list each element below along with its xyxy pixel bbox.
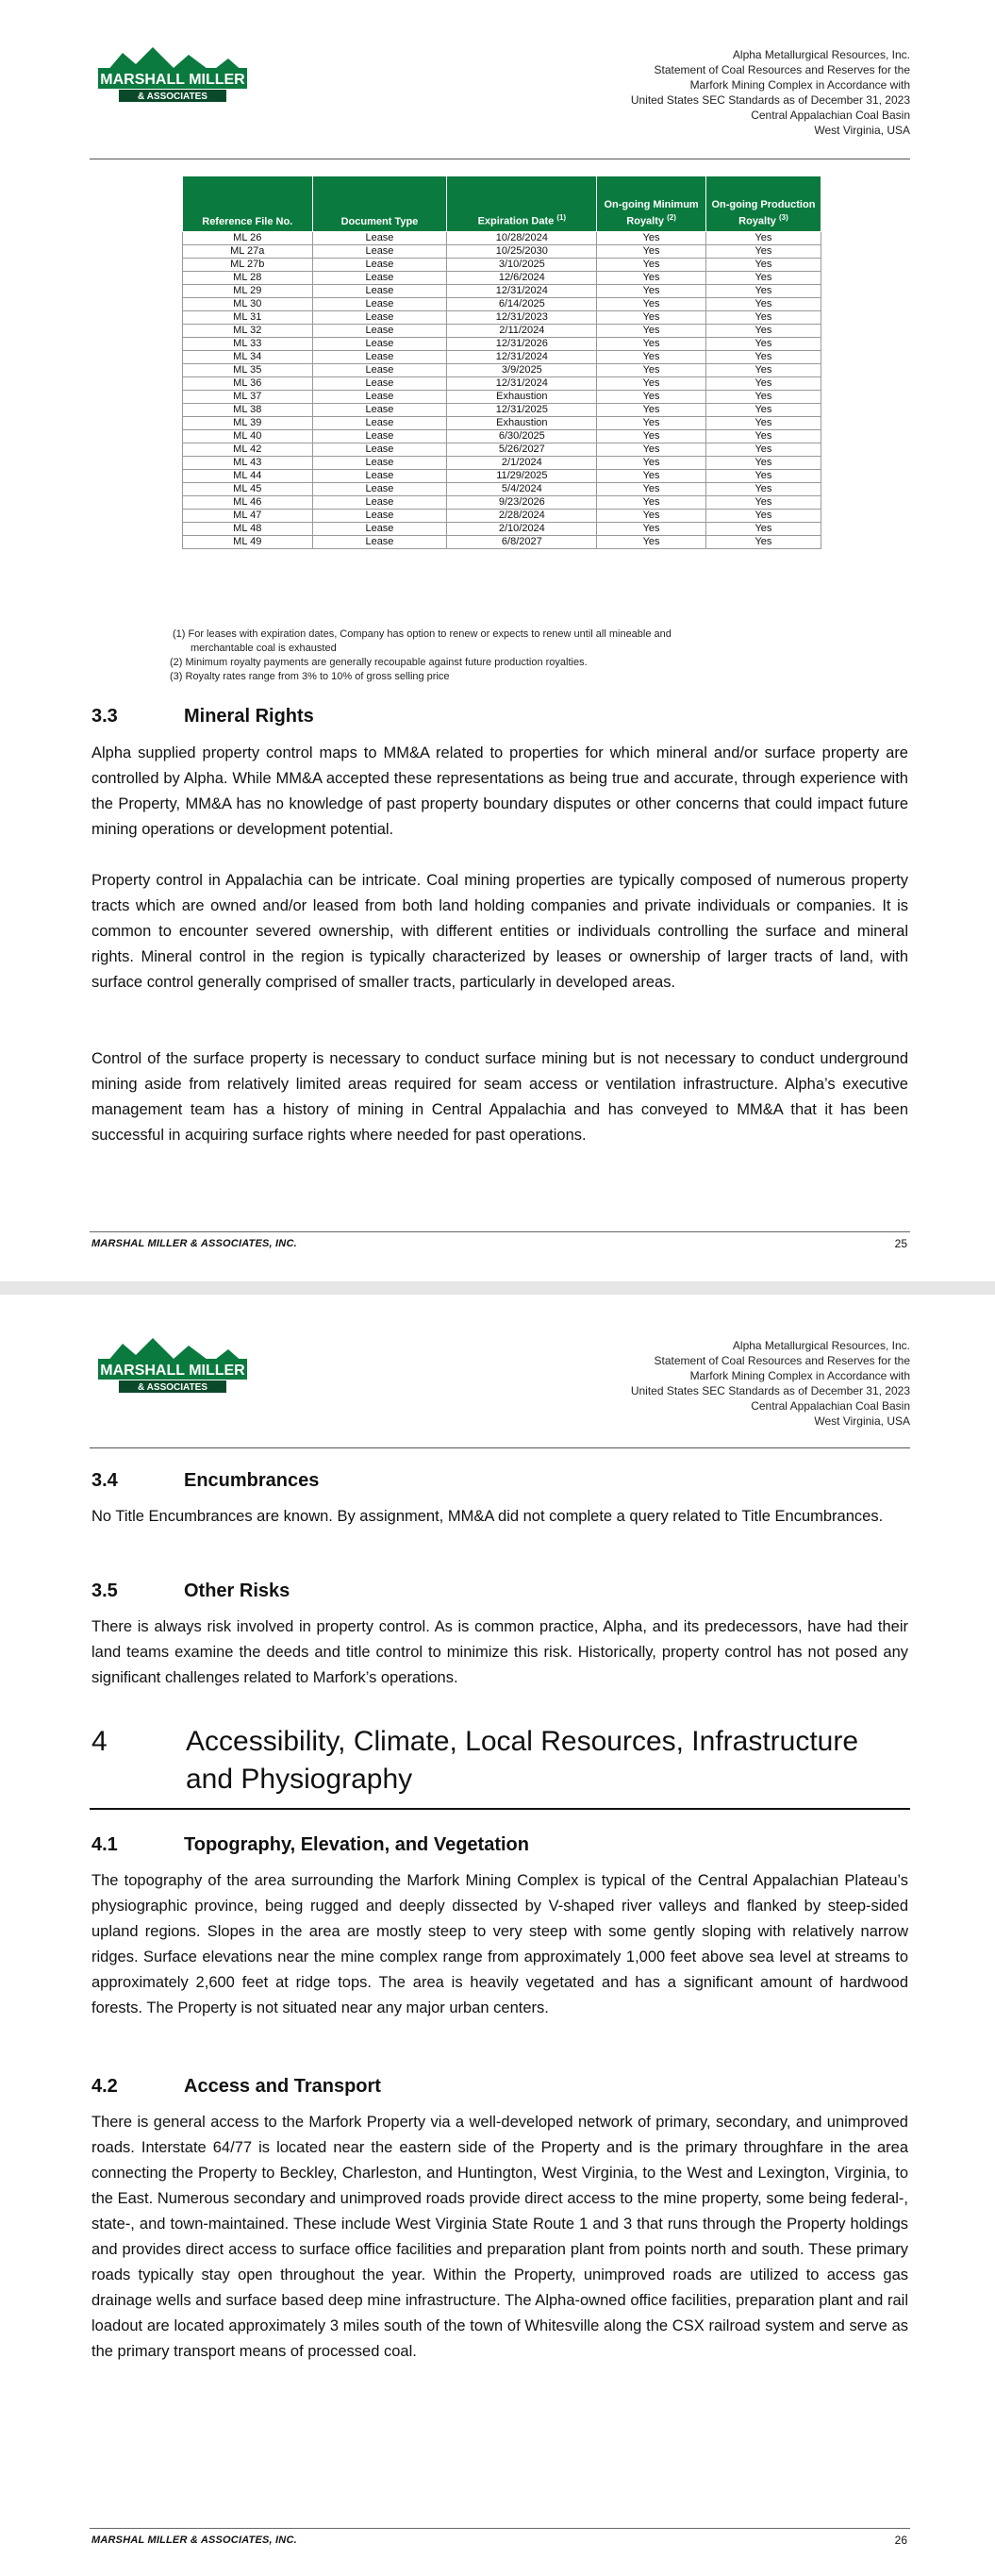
chapter-rule — [90, 1808, 910, 1810]
table-cell: Lease — [312, 470, 447, 483]
header-rule — [90, 1447, 910, 1448]
table-row — [183, 443, 821, 457]
table-cell: Yes — [597, 457, 706, 470]
table-cell: Yes — [705, 510, 821, 523]
table-cell: Yes — [597, 443, 706, 457]
table-cell: 12/31/2025 — [447, 404, 597, 417]
table-cell: Yes — [705, 311, 821, 325]
table-cell: 12/31/2024 — [447, 377, 597, 391]
table-cell: Exhaustion — [447, 391, 597, 404]
paragraph: The topography of the area surrounding the Marfork Mining Complex is typical of the Central Appalachian Plateau’s physiographic province, being rugged and deeply dissected by V-shaped river valleys and flanked by steep-sided upland regions. Slopes in the area are mostly steep to very steep with some gently sloping with relatively narrow ridges. Surface elevations near the mine complex range from approximately 1,000 feet above sea level at streams to approximately 2,600 feet at ridge tops. The area is heavily vegetated and has a significant amount of hardwood forests. The Property is not situated near any major urban centers. — [91, 1872, 908, 2016]
paragraph: Alpha supplied property control maps to MM&A related to properties for which mineral and/or surface property are controlled by Alpha. While MM&A accepted these representations as being true and accurate, through experience with the Property, MM&A has no knowledge of past property boundary disputes or other concerns that could impact future mining operations or development potential. — [91, 744, 908, 838]
table-cell: Lease — [312, 510, 447, 523]
header-line: West Virginia, USA — [814, 1414, 910, 1428]
table-cell: Yes — [705, 443, 821, 457]
header-line: Marfork Mining Complex in Accordance with — [689, 78, 910, 92]
section-heading-3-3: 3.3 Mineral Rights — [91, 706, 314, 727]
logo-text-main: MARSHALL MILLER — [100, 72, 245, 88]
table-cell: Yes — [597, 470, 706, 483]
table-cell: ML 38 — [183, 404, 313, 417]
section-heading-4-1: 4.1 Topography, Elevation, and Vegetation — [91, 1834, 529, 1855]
table-cell: ML 42 — [183, 443, 313, 457]
table-cell: Yes — [705, 364, 821, 377]
table-cell: Yes — [705, 391, 821, 404]
table-row — [183, 285, 821, 298]
table-cell: Yes — [705, 338, 821, 351]
table-row — [183, 338, 821, 351]
table-cell: Yes — [705, 430, 821, 443]
table-cell: ML 47 — [183, 510, 313, 523]
table-row — [183, 457, 821, 470]
table-cell: ML 27a — [183, 245, 313, 259]
header-line: Statement of Coal Resources and Reserves for the — [654, 1354, 910, 1367]
table-cell: Yes — [705, 523, 821, 536]
table-cell: ML 28 — [183, 272, 313, 285]
table-cell: Lease — [312, 351, 447, 364]
table-cell: Lease — [312, 430, 447, 443]
table-cell: Yes — [705, 351, 821, 364]
table-row — [183, 364, 821, 377]
table-cell: Yes — [597, 285, 706, 298]
table-cell: 5/4/2024 — [447, 483, 597, 496]
table-cell: Lease — [312, 417, 447, 430]
table-cell: Yes — [705, 470, 821, 483]
table-cell: ML 36 — [183, 377, 313, 391]
table-cell: Yes — [597, 338, 706, 351]
table-row — [183, 298, 821, 311]
table-cell: Yes — [705, 245, 821, 259]
table-cell: Yes — [597, 523, 706, 536]
table-cell: Yes — [705, 417, 821, 430]
section-heading-3-4: 3.4 Encumbrances — [91, 1470, 320, 1491]
table-cell: Yes — [597, 311, 706, 325]
table-cell: ML 49 — [183, 536, 313, 549]
table-cell: Yes — [705, 377, 821, 391]
table-cell: Lease — [312, 391, 447, 404]
table-cell: Lease — [312, 483, 447, 496]
table-cell: Lease — [312, 496, 447, 510]
table-cell: Yes — [705, 404, 821, 417]
table-cell: Yes — [705, 536, 821, 549]
table-cell: 10/25/2030 — [447, 245, 597, 259]
paragraph: Control of the surface property is necessary to conduct surface mining but is not necessary to conduct underground mining aside from relatively limited areas required for seam access or ventilation infrastructure. Alpha’s executive management team has a history of mining in Central Appalachia and has conveyed to MM&A that it has been successful in acquiring surface rights where needed for past operations. — [91, 1050, 908, 1144]
table-row — [183, 470, 821, 483]
table-cell: 12/31/2024 — [447, 351, 597, 364]
header-line: United States SEC Standards as of December 31, 2023 — [630, 1384, 910, 1397]
footnote-ref: (3) — [778, 213, 788, 223]
header-line: Alpha Metallurgical Resources, Inc. — [732, 1339, 910, 1352]
table-cell: 3/10/2025 — [447, 259, 597, 272]
table-row — [183, 272, 821, 285]
table-cell: Yes — [597, 391, 706, 404]
paragraph: There is always risk involved in property control. As is common practice, Alpha, and its predecessors, have had their land teams examine the deeds and title control to minimize this risk. Historically, property control has not posed any significant challenges related to Marfork’s operations. — [91, 1618, 908, 1686]
table-note: (3) Royalty rates range from 3% to 10% of gross selling price — [170, 671, 450, 682]
table-cell: ML 29 — [183, 285, 313, 298]
logo-text-sub: & ASSOCIATES — [138, 1382, 207, 1393]
footer-rule — [90, 1231, 910, 1232]
table-row — [183, 483, 821, 496]
table-cell: Lease — [312, 338, 447, 351]
table-cell: ML 40 — [183, 430, 313, 443]
table-cell: 2/1/2024 — [447, 457, 597, 470]
table-cell: ML 45 — [183, 483, 313, 496]
table-cell: Lease — [312, 325, 447, 338]
header-line: United States SEC Standards as of December 31, 2023 — [630, 93, 910, 107]
table-cell: 12/6/2024 — [447, 272, 597, 285]
table-row — [183, 232, 821, 245]
table-cell: Lease — [312, 457, 447, 470]
table-note: (2) Minimum royalty payments are generally recoupable against future production royalties. — [170, 657, 588, 668]
table-cell: Yes — [597, 245, 706, 259]
table-cell: Lease — [312, 443, 447, 457]
table-cell: 2/28/2024 — [447, 510, 597, 523]
col-header: Expiration Date $^{(1)}$ — [447, 176, 597, 232]
table-note: merchantable coal is exhausted — [191, 643, 337, 654]
table-cell: Yes — [597, 417, 706, 430]
table-cell: ML 39 — [183, 417, 313, 430]
table-cell: Lease — [312, 311, 447, 325]
table-row — [183, 245, 821, 259]
footnote-ref: (2) — [667, 213, 676, 223]
footer-rule — [90, 2528, 910, 2529]
table-row — [183, 259, 821, 272]
lease-table — [182, 176, 821, 549]
table-cell: Yes — [705, 457, 821, 470]
table-cell: 3/9/2025 — [447, 364, 597, 377]
table-cell: Exhaustion — [447, 417, 597, 430]
table-cell: ML 43 — [183, 457, 313, 470]
footer-company: MARSHAL MILLER & ASSOCIATES, INC. — [91, 1238, 297, 1249]
header-line: Statement of Coal Resources and Reserves for the — [654, 63, 910, 76]
table-cell: Yes — [705, 232, 821, 245]
table-cell: Yes — [705, 496, 821, 510]
section-heading-3-5: 3.5 Other Risks — [91, 1581, 290, 1601]
header-block — [631, 47, 910, 138]
marshall-miller-logo — [94, 1330, 251, 1402]
logo-text-main: MARSHALL MILLER — [100, 1363, 245, 1379]
table-cell: ML 26 — [183, 232, 313, 245]
table-cell: 12/31/2024 — [447, 285, 597, 298]
table-row — [183, 496, 821, 510]
header-line: Marfork Mining Complex in Accordance with — [689, 1369, 910, 1382]
col-header: Document Type — [312, 176, 447, 232]
table-cell: 2/11/2024 — [447, 325, 597, 338]
table-cell: Yes — [597, 232, 706, 245]
table-row — [183, 311, 821, 325]
table-cell: ML 27b — [183, 259, 313, 272]
table-cell: 2/10/2024 — [447, 523, 597, 536]
paragraph: No Title Encumbrances are known. By assignment, MM&A did not complete a query related to Title Encumbrances. — [91, 1508, 884, 1525]
table-cell: Yes — [705, 272, 821, 285]
table-cell: Lease — [312, 285, 447, 298]
table-cell: ML 46 — [183, 496, 313, 510]
table-cell: ML 48 — [183, 523, 313, 536]
table-cell: 12/31/2026 — [447, 338, 597, 351]
footnote-ref: (1) — [556, 213, 567, 223]
table-cell: Yes — [597, 510, 706, 523]
table-row — [183, 430, 821, 443]
table-cell: Yes — [597, 351, 706, 364]
table-cell: Yes — [597, 404, 706, 417]
table-header-row — [183, 176, 821, 232]
table-cell: Lease — [312, 404, 447, 417]
table-row — [183, 510, 821, 523]
table-cell: ML 44 — [183, 470, 313, 483]
table-cell: 5/26/2027 — [447, 443, 597, 457]
table-cell: 6/14/2025 — [447, 298, 597, 311]
table-cell: 9/23/2026 — [447, 496, 597, 510]
marshall-miller-logo — [94, 40, 251, 111]
table-cell: Lease — [312, 364, 447, 377]
table-cell: Yes — [597, 272, 706, 285]
table-cell: Lease — [312, 232, 447, 245]
table-cell: ML 35 — [183, 364, 313, 377]
table-cell: Lease — [312, 298, 447, 311]
table-cell: Yes — [705, 298, 821, 311]
table-cell: Yes — [597, 496, 706, 510]
table-cell: Yes — [705, 259, 821, 272]
report-page-25 — [0, 0, 995, 1281]
header-line: Central Appalachian Coal Basin — [751, 1399, 910, 1413]
col-header: On-going Minimum Royalty $^{(2)}$ — [597, 176, 706, 232]
table-cell: ML 30 — [183, 298, 313, 311]
report-page-26 — [0, 1295, 995, 2576]
table-cell: Yes — [597, 298, 706, 311]
page-number: 26 — [894, 2534, 907, 2547]
logo-text-sub: & ASSOCIATES — [138, 92, 207, 102]
table-row — [183, 351, 821, 364]
table-cell: ML 37 — [183, 391, 313, 404]
header-line: Central Appalachian Coal Basin — [751, 109, 910, 122]
table-cell: Yes — [597, 259, 706, 272]
header-block — [631, 1338, 910, 1429]
table-cell: 12/31/2023 — [447, 311, 597, 325]
table-cell: ML 34 — [183, 351, 313, 364]
table-cell: Lease — [312, 245, 447, 259]
table-cell: Yes — [705, 285, 821, 298]
table-cell: ML 31 — [183, 311, 313, 325]
page-number: 25 — [894, 1237, 907, 1250]
table-cell: Lease — [312, 536, 447, 549]
table-cell: Lease — [312, 523, 447, 536]
table-cell: Yes — [597, 325, 706, 338]
table-body — [183, 232, 821, 549]
col-header: Reference File No. — [183, 176, 313, 232]
table-row — [183, 536, 821, 549]
table-note: (1) For leases with expiration dates, Company has option to renew or expects to renew until all mineable and — [173, 628, 672, 640]
table-row — [183, 417, 821, 430]
header-line: Alpha Metallurgical Resources, Inc. — [732, 48, 910, 61]
paragraph: Property control in Appalachia can be intricate. Coal mining properties are typically composed of numerous property tracts which are owned and/or leased from both land holding companies and private individuals or companies. It is common to encounter severed ownership, with different entities or individuals controlling the surface and mineral rights. Mineral control in the region is typically characterized by leases or ownership of larger tracts of land, with surface control generally comprised of smaller tracts, particularly in developed areas. — [91, 872, 908, 991]
table-cell: Yes — [597, 483, 706, 496]
table-cell: Yes — [597, 364, 706, 377]
footer-company: MARSHAL MILLER & ASSOCIATES, INC. — [91, 2534, 297, 2546]
table-row — [183, 377, 821, 391]
table-cell: Lease — [312, 259, 447, 272]
table-cell: ML 33 — [183, 338, 313, 351]
table-cell: 6/30/2025 — [447, 430, 597, 443]
table-cell: ML 32 — [183, 325, 313, 338]
chapter-heading-4: 4 Accessibility, Climate, Local Resources, Infrastructure and Physiography — [91, 1726, 859, 1795]
table-cell: Lease — [312, 377, 447, 391]
section-heading-4-2: 4.2 Access and Transport — [91, 2076, 381, 2097]
table-cell: Yes — [705, 483, 821, 496]
table-cell: Lease — [312, 272, 447, 285]
table-notes — [170, 627, 672, 684]
table-cell: Yes — [597, 430, 706, 443]
table-cell: Yes — [705, 325, 821, 338]
col-header: On-going Production Royalty $^{(3)}$ — [705, 176, 821, 232]
table-cell: Yes — [597, 377, 706, 391]
table-cell: 11/29/2025 — [447, 470, 597, 483]
table-row — [183, 523, 821, 536]
table-cell: 10/28/2024 — [447, 232, 597, 245]
table-row — [183, 325, 821, 338]
table-row — [183, 404, 821, 417]
paragraph: There is general access to the Marfork Property via a well-developed network of primary, secondary, and unimproved roads. Interstate 64/77 is located near the eastern side of the Property and is the primary throughfare in the area connecting the Property to Beckley, Charleston, and Huntington, West Virginia, to the West and Lexington, Virginia, to the East. Numerous secondary and unimproved roads provide direct access to the mine property, some being federal-, state-, and town-maintained. These include West Virginia State Route 1 and 3 that runs through the Property holdings and provides direct access to surface office facilities and preparation plant from points north and south. These primary roads typically stay open throughout the year. Within the Property, unimproved roads are utilized to access gas drainage wells and surface based deep mine infrastructure. The Alpha-owned office facilities, preparation plant and rail loadout are located approximately 3 miles south of the town of Whitesville along the CSX railroad system and serve as the primary transport means of processed coal. — [91, 2114, 908, 2360]
table-cell: 6/8/2027 — [447, 536, 597, 549]
table-cell: Yes — [597, 536, 706, 549]
header-line: West Virginia, USA — [814, 124, 910, 137]
table-row — [183, 391, 821, 404]
